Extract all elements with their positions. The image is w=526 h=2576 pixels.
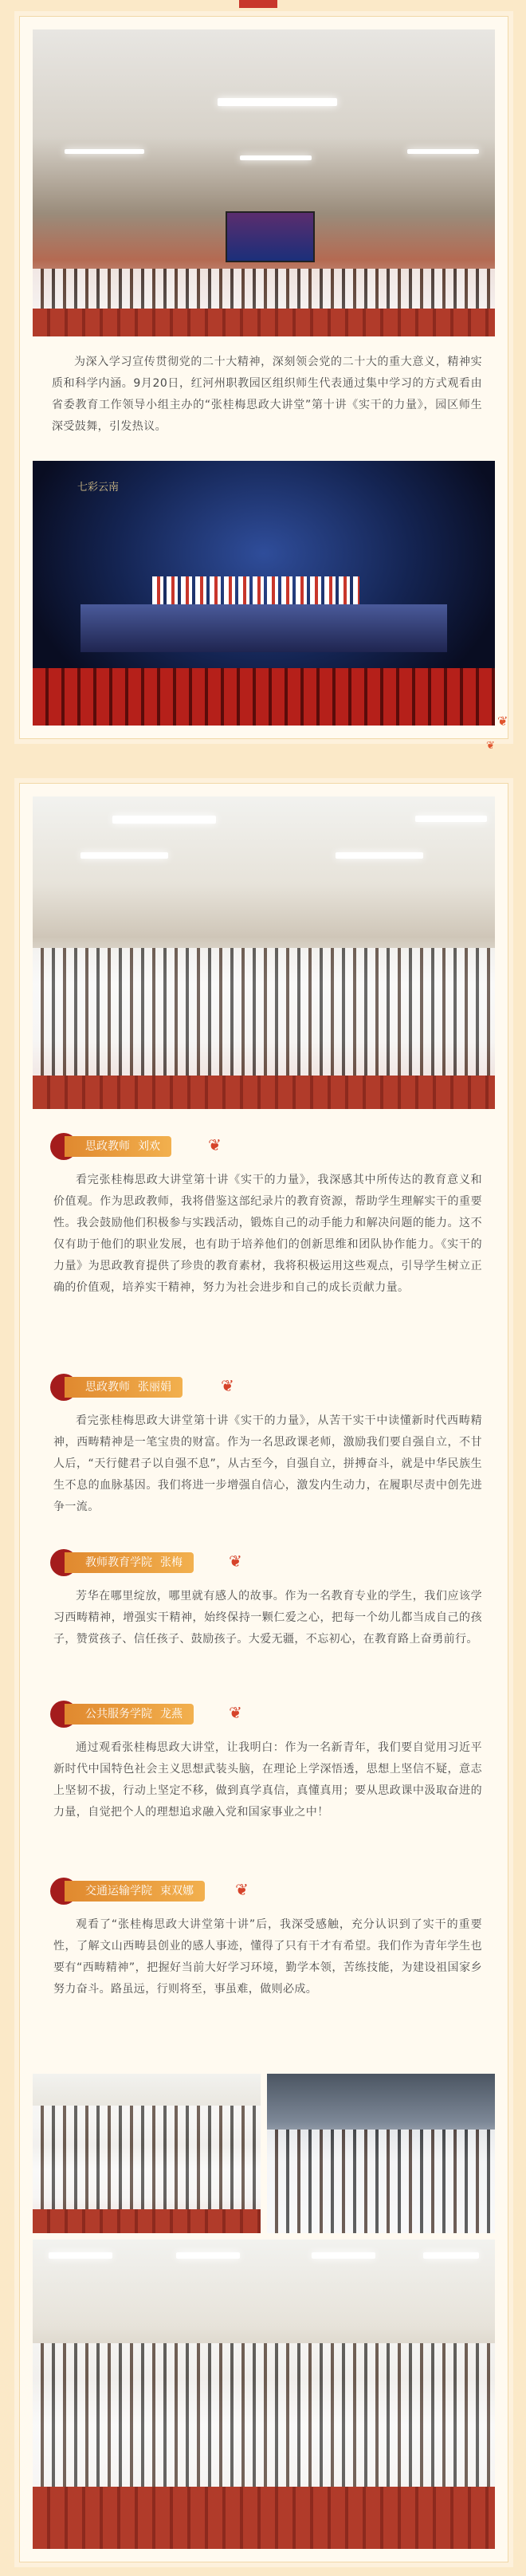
comment-tag-1 — [50, 1133, 289, 1157]
photo-classroom-wide — [33, 2240, 495, 2549]
comment-department: 教师教育学院 — [85, 1556, 152, 1569]
maple-leaf-icon: ❦ — [208, 1135, 222, 1154]
photo-stage-performance — [33, 461, 495, 726]
photo-students-left — [33, 2074, 261, 2233]
photo-classroom-audience — [33, 796, 495, 1109]
comment-department: 公共服务学院 — [85, 1708, 152, 1721]
photo-auditorium-back — [33, 29, 495, 336]
stage-logo: 七彩云南 — [77, 482, 120, 494]
comment-text: 通过观看张桂梅思政大讲堂，让我明白：作为一名新青年，我们要自觉用习近平新时代中国特色社会主义思想武装头脑，在理论上学深悟透，思想上坚信不疑，意志上坚韧不拔，行动上坚定不移，做到真学真信，真懂真用；要从思政课中汲取奋进的力量，自觉把个人的理想追求融入党和国家事业之中！ — [53, 1741, 482, 1819]
comment-text: 观看了“张桂梅思政大讲堂第十讲”后，我深受感触，充分认识到了实干的重要性，了解文山西畴县创业的感人事迹，懂得了只有干才有希望。我们作为青年学生也要有“西畴精神”，把握好当前大好学习环境，勤学本领，苦练技能，为建设祖国家乡努力奋斗。路虽远，行则将至，事虽难，做则必成。 — [53, 1918, 482, 1996]
comment-department: 思政教师 — [85, 1140, 130, 1153]
comment-author: 龙燕 — [160, 1708, 183, 1721]
comment-tag-2 — [50, 1374, 289, 1398]
article-card-1 — [19, 16, 508, 739]
leaf-decoration-icon: ❦ — [486, 740, 495, 752]
article-card-2 — [19, 783, 508, 2562]
comment-department: 交通运输学院 — [85, 1885, 152, 1898]
comment-tag-3 — [50, 1549, 289, 1573]
photo-students-right — [267, 2074, 495, 2233]
comment-text: 看完张桂梅思政大讲堂第十讲《实干的力量》，从苦干实干中读懂新时代西畴精神，西畴精神是一笔宝贵的财富。作为一名思政课老师，激励我们要自强自立，不甘人后，“天行健君子以自强不息”，从古至今，自强自立，拼搏奋斗，就是中华民族生生不息的血脉基因。我们将进一步增强自信心，激发内生动力，在履职尽责中创先进争一流。 — [53, 1414, 482, 1513]
maple-leaf-icon: ❦ — [221, 1376, 234, 1395]
comment-author: 张丽娟 — [138, 1381, 171, 1394]
maple-leaf-icon: ❦ — [229, 1551, 242, 1571]
comment-author: 束双娜 — [160, 1885, 194, 1898]
comment-text: 芳华在哪里绽放，哪里就有感人的故事。作为一名教育专业的学生，我们应该学习西畴精神，增强实干精神，始终保持一颗仁爱之心，把每一个幼儿都当成自己的孩子，赞赏孩子、信任孩子、鼓励孩子。大爱无疆，不忘初心，在教育路上奋勇前行。 — [53, 1590, 482, 1646]
comment-author: 张梅 — [160, 1556, 183, 1569]
comment-department: 思政教师 — [85, 1381, 130, 1394]
intro-paragraph: 为深入学习宣传贯彻党的二十大精神，深刻领会党的二十大的重大意义，精神实质和科学内涵。9月20日，红河州职教园区组织师生代表通过集中学习的方式观看由省委教育工作领导小组主办的“张桂梅思政大讲堂”第十讲《实干的力量》，园区师生深受鼓舞，引发热议。 — [52, 356, 482, 433]
comment-text: 看完张桂梅思政大讲堂第十讲《实干的力量》，我深感其中所传达的教育意义和价值观。作为思政教师，我将借鉴这部纪录片的教育资源，帮助学生理解实干的重要性。我会鼓励他们积极参与实践活动，锻炼自己的动手能力和解决问题的能力。这不仅有助于他们的职业发展，也有助于培养他们的创新思维和团队协作能力。《实干的力量》为思政教育提供了珍贵的教育素材，我将积极运用这些观点，引导学生树立正确的价值观，培养实干精神，努力为社会进步和自己的成长贡献力量。 — [53, 1174, 482, 1294]
comment-author: 刘欢 — [138, 1140, 160, 1153]
top-tab-decoration — [239, 0, 277, 8]
comment-tag-5 — [50, 1878, 289, 1902]
maple-leaf-icon: ❦ — [235, 1880, 249, 1899]
comment-tag-4 — [50, 1701, 289, 1725]
maple-leaf-icon: ❦ — [229, 1703, 242, 1722]
leaf-decoration-icon: ❦ — [497, 714, 508, 729]
